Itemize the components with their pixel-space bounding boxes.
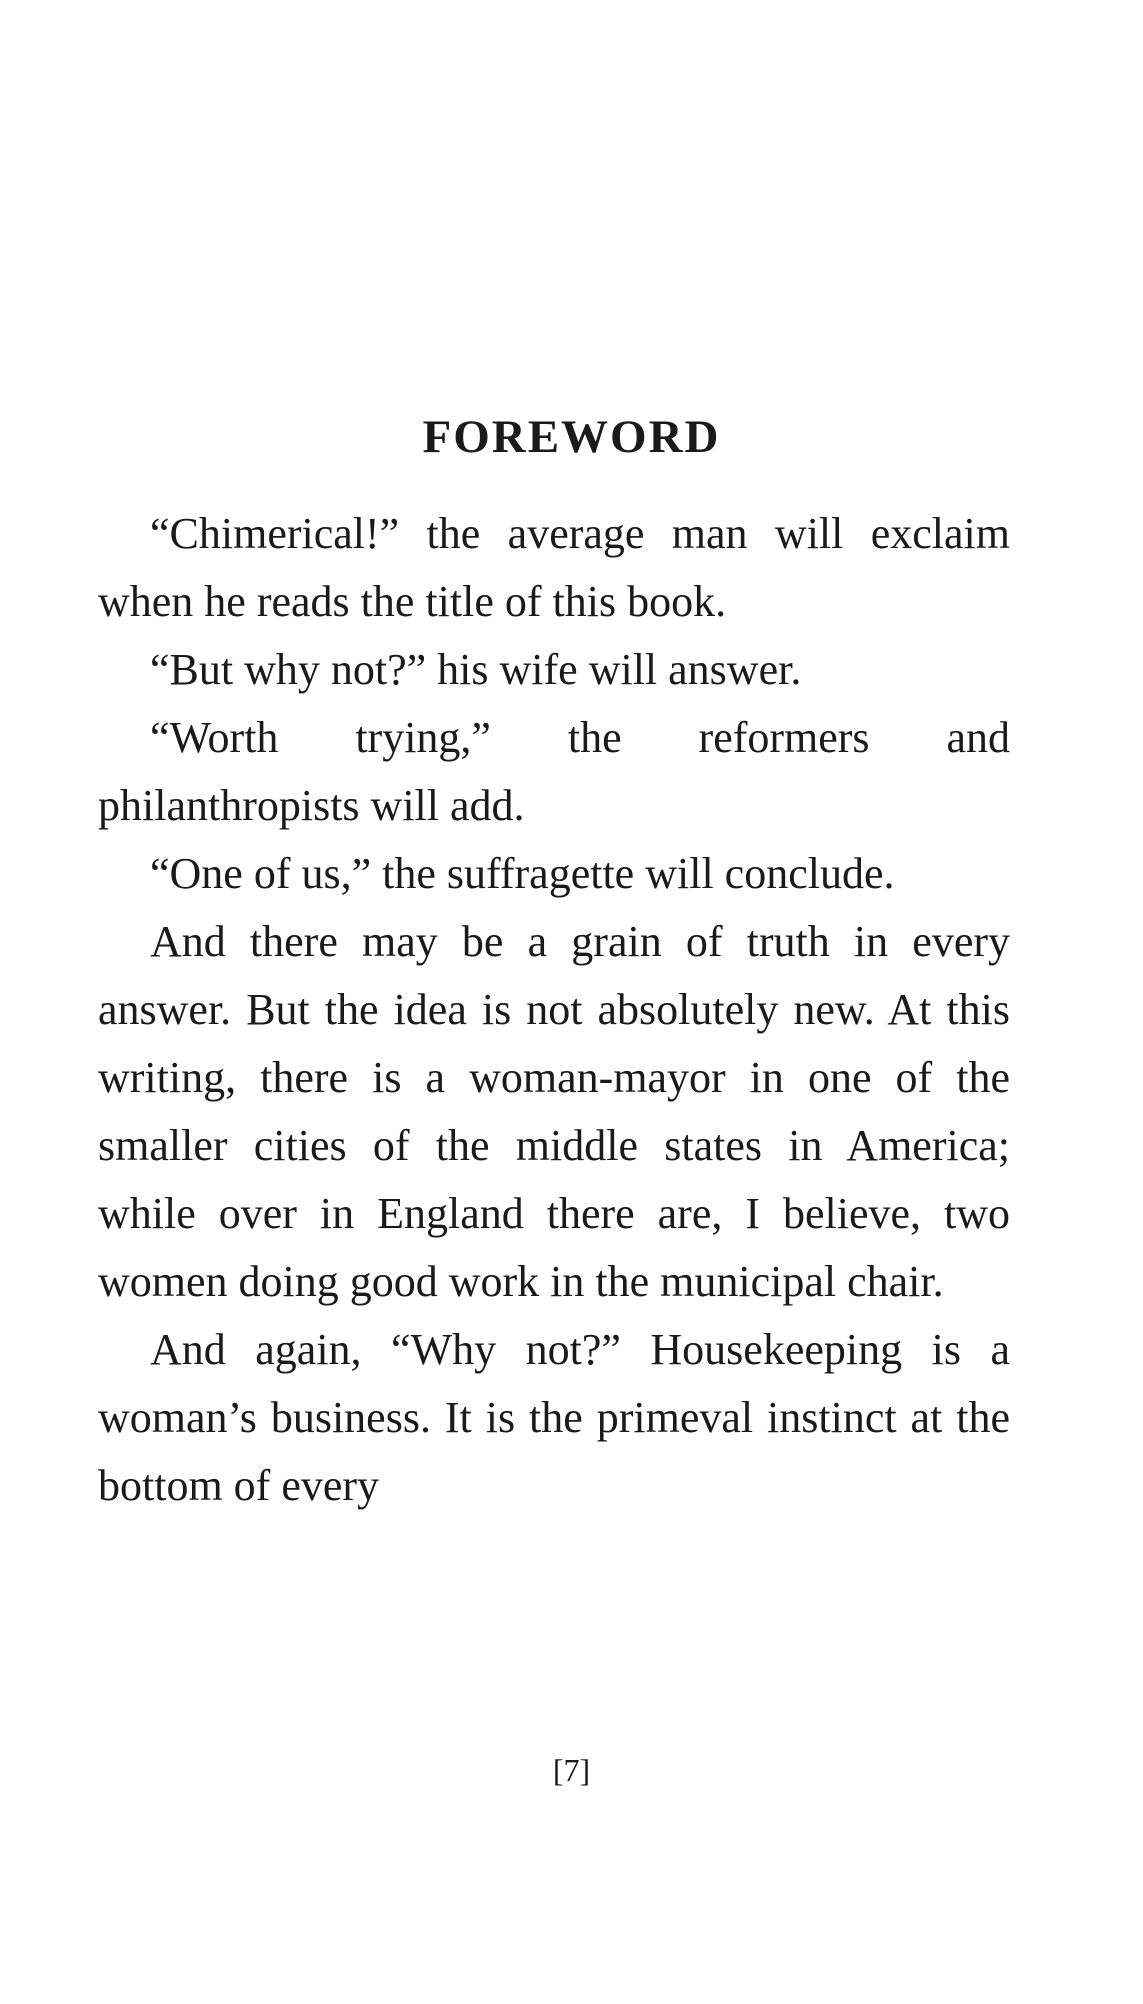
paragraph: And there may be a grain of truth in every answer. But the idea is not absolutely new. At this writing, there is a woman-mayor in one of the smaller cities of the middle states in America; while over in England there are, I believe, two women doing good work in the municipal chair.: [98, 917, 1010, 1306]
paragraph: “But why not?” his wife will answer.: [150, 645, 802, 694]
chapter-heading: FOREWORD: [422, 411, 721, 463]
paragraph: “One of us,” the suffragette will conclude.: [150, 849, 895, 898]
page-number: [7]: [552, 1752, 591, 1788]
paragraph: “Worth trying,” the reformers and philanthropists will add.: [98, 713, 1010, 830]
body-text: [98, 500, 1010, 1520]
paragraph: “Chimerical!” the average man will exclaim when he reads the title of this book.: [98, 509, 1010, 626]
paragraph: And again, “Why not?” Housekeeping is a woman’s business. It is the primeval instinct at the bottom of every: [98, 1325, 1010, 1510]
